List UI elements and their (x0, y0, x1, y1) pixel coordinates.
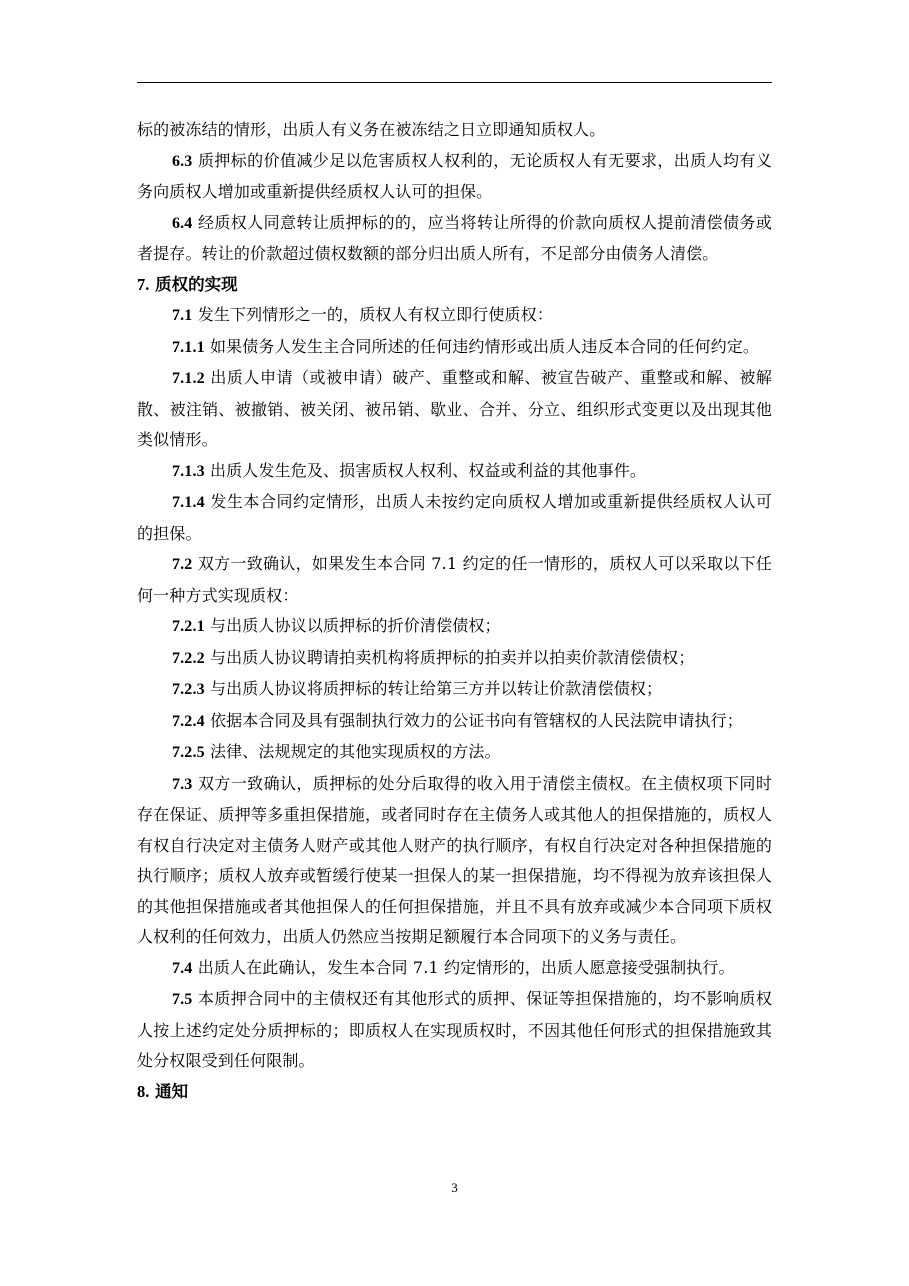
clause-number: 7.1.2 (172, 370, 205, 387)
clause-text: 双方一致确认，如果发生本合同 7.1 约定的任一情形的，质权人可以采取以下任何一种方式实现质权： (137, 554, 772, 605)
clause-number: 7.2.5 (172, 744, 205, 761)
clause-text: 质押标的价值减少足以危害质权人权利的，无论质权人有无要求，出质人均有义务向质权人增加或重新提供经质权人认可的担保。 (137, 150, 772, 201)
clause-number: 6.4 (172, 214, 193, 232)
clause-number: 7.1.3 (172, 462, 205, 480)
clause-text: 出质人在此确认，发生本合同 7.1 约定情形的，出质人愿意接受强制执行。 (192, 957, 735, 977)
paragraph (137, 146, 772, 208)
clause-number: 7.5 (172, 991, 193, 1008)
clause-text: 双方一致确认，质押标的处分后取得的收入用于清偿主债权。在主债权项下同时存在保证、质押等多重担保措施，或者同时存在主债务人或其他人的担保措施的，质权人有权自行决定对主债务人财产或其他人财产的执行顺序，有权自行决定对各种担保措施的执行顺序；质权人放弃或暂缓行使某一担保人的某一担保措施，均不得视为放弃该担保人的其他担保措施或者其他担保人的任何担保措施，并且不具有放弃或减少本合同项下质权人权利的任何效力，出质人仍然应当按期足额履行本合同项下的义务与责任。 (137, 773, 772, 946)
paragraph (137, 300, 772, 332)
clause-text: 标的被冻结的情形，出质人有义务在被冻结之日立即通知质权人。 (137, 120, 606, 139)
clause-text: 发生本合同约定情形，出质人未按约定向质权人增加或重新提供经质权人认可的担保。 (137, 492, 772, 543)
paragraph (137, 706, 772, 738)
section-title: 通知 (149, 1081, 189, 1101)
paragraph (137, 549, 772, 611)
paragraph (137, 984, 772, 1077)
section-heading (137, 270, 772, 301)
clause-text: 依据本合同及具有强制执行效力的公证书向有管辖权的人民法院申请执行； (204, 710, 743, 730)
paragraph (137, 456, 772, 488)
clause-number: 7.2.4 (172, 712, 205, 730)
clause-text: 出质人申请（或被申请）破产、重整或和解、被宣告破产、重整或和解、被解散、被注销、被撤销、被关闭、被吊销、歇业、合并、分立、组织形式变更以及出现其他类似情形。 (137, 368, 772, 449)
paragraph (137, 643, 772, 675)
header-rule (137, 82, 772, 83)
section-heading (137, 1077, 772, 1108)
clause-number: 7.4 (172, 959, 193, 977)
clause-text: 出质人发生危及、损害质权人权利、权益或利益的其他事件。 (204, 460, 647, 480)
paragraph (137, 674, 772, 706)
clause-number: 7.1 (172, 307, 193, 324)
clause-number: 7.2.3 (172, 681, 205, 698)
clause-text: 本质押合同中的主债权还有其他形式的质押、保证等担保措施的，均不影响质权人按上述约定处分质押标的；即质权人在实现质权时，不因其他任何形式的担保措施致其处分权限受到任何限制。 (137, 989, 772, 1070)
clause-number: 7.2.2 (172, 649, 205, 667)
document-body (137, 115, 772, 1107)
clause-number: 7.1.1 (172, 338, 205, 356)
paragraph (137, 332, 772, 364)
clause-text: 如果债务人发生主合同所述的任何违约情形或出质人违反本合同的任何约定。 (204, 336, 760, 356)
clause-number: 7.3 (172, 775, 193, 793)
clause-number: 7.2 (172, 556, 193, 573)
clause-number: 7.1.4 (172, 494, 205, 511)
clause-text: 与出质人协议聘请拍卖机构将质押标的拍卖并以拍卖价款清偿债权； (204, 647, 695, 667)
clause-number: 6.3 (172, 152, 193, 170)
paragraph (137, 208, 772, 270)
clause-text: 法律、法规规定的其他实现质权的方法。 (204, 742, 501, 761)
paragraph (137, 115, 772, 146)
section-title: 质权的实现 (149, 274, 238, 294)
paragraph (137, 953, 772, 985)
clause-number: 7.2.1 (172, 618, 205, 635)
paragraph (137, 769, 772, 953)
clause-text: 与出质人协议将质押标的转让给第三方并以转让价款清偿债权； (204, 679, 663, 698)
page-number: 3 (451, 1180, 458, 1195)
paragraph (137, 611, 772, 643)
clause-text: 经质权人同意转让质押标的的，应当将转让所得的价款向质权人提前清偿债务或者提存。转让的价款超过债权数额的部分归出质人所有，不足部分由债务人清偿。 (137, 212, 772, 263)
clause-number: 8. (137, 1081, 150, 1101)
clause-number: 7. (137, 274, 150, 294)
paragraph (137, 737, 772, 769)
clause-text: 与出质人协议以质押标的折价清偿债权； (204, 616, 501, 635)
paragraph (137, 487, 772, 549)
clause-text: 发生下列情形之一的，质权人有权立即行使质权： (192, 305, 553, 324)
paragraph (137, 363, 772, 456)
